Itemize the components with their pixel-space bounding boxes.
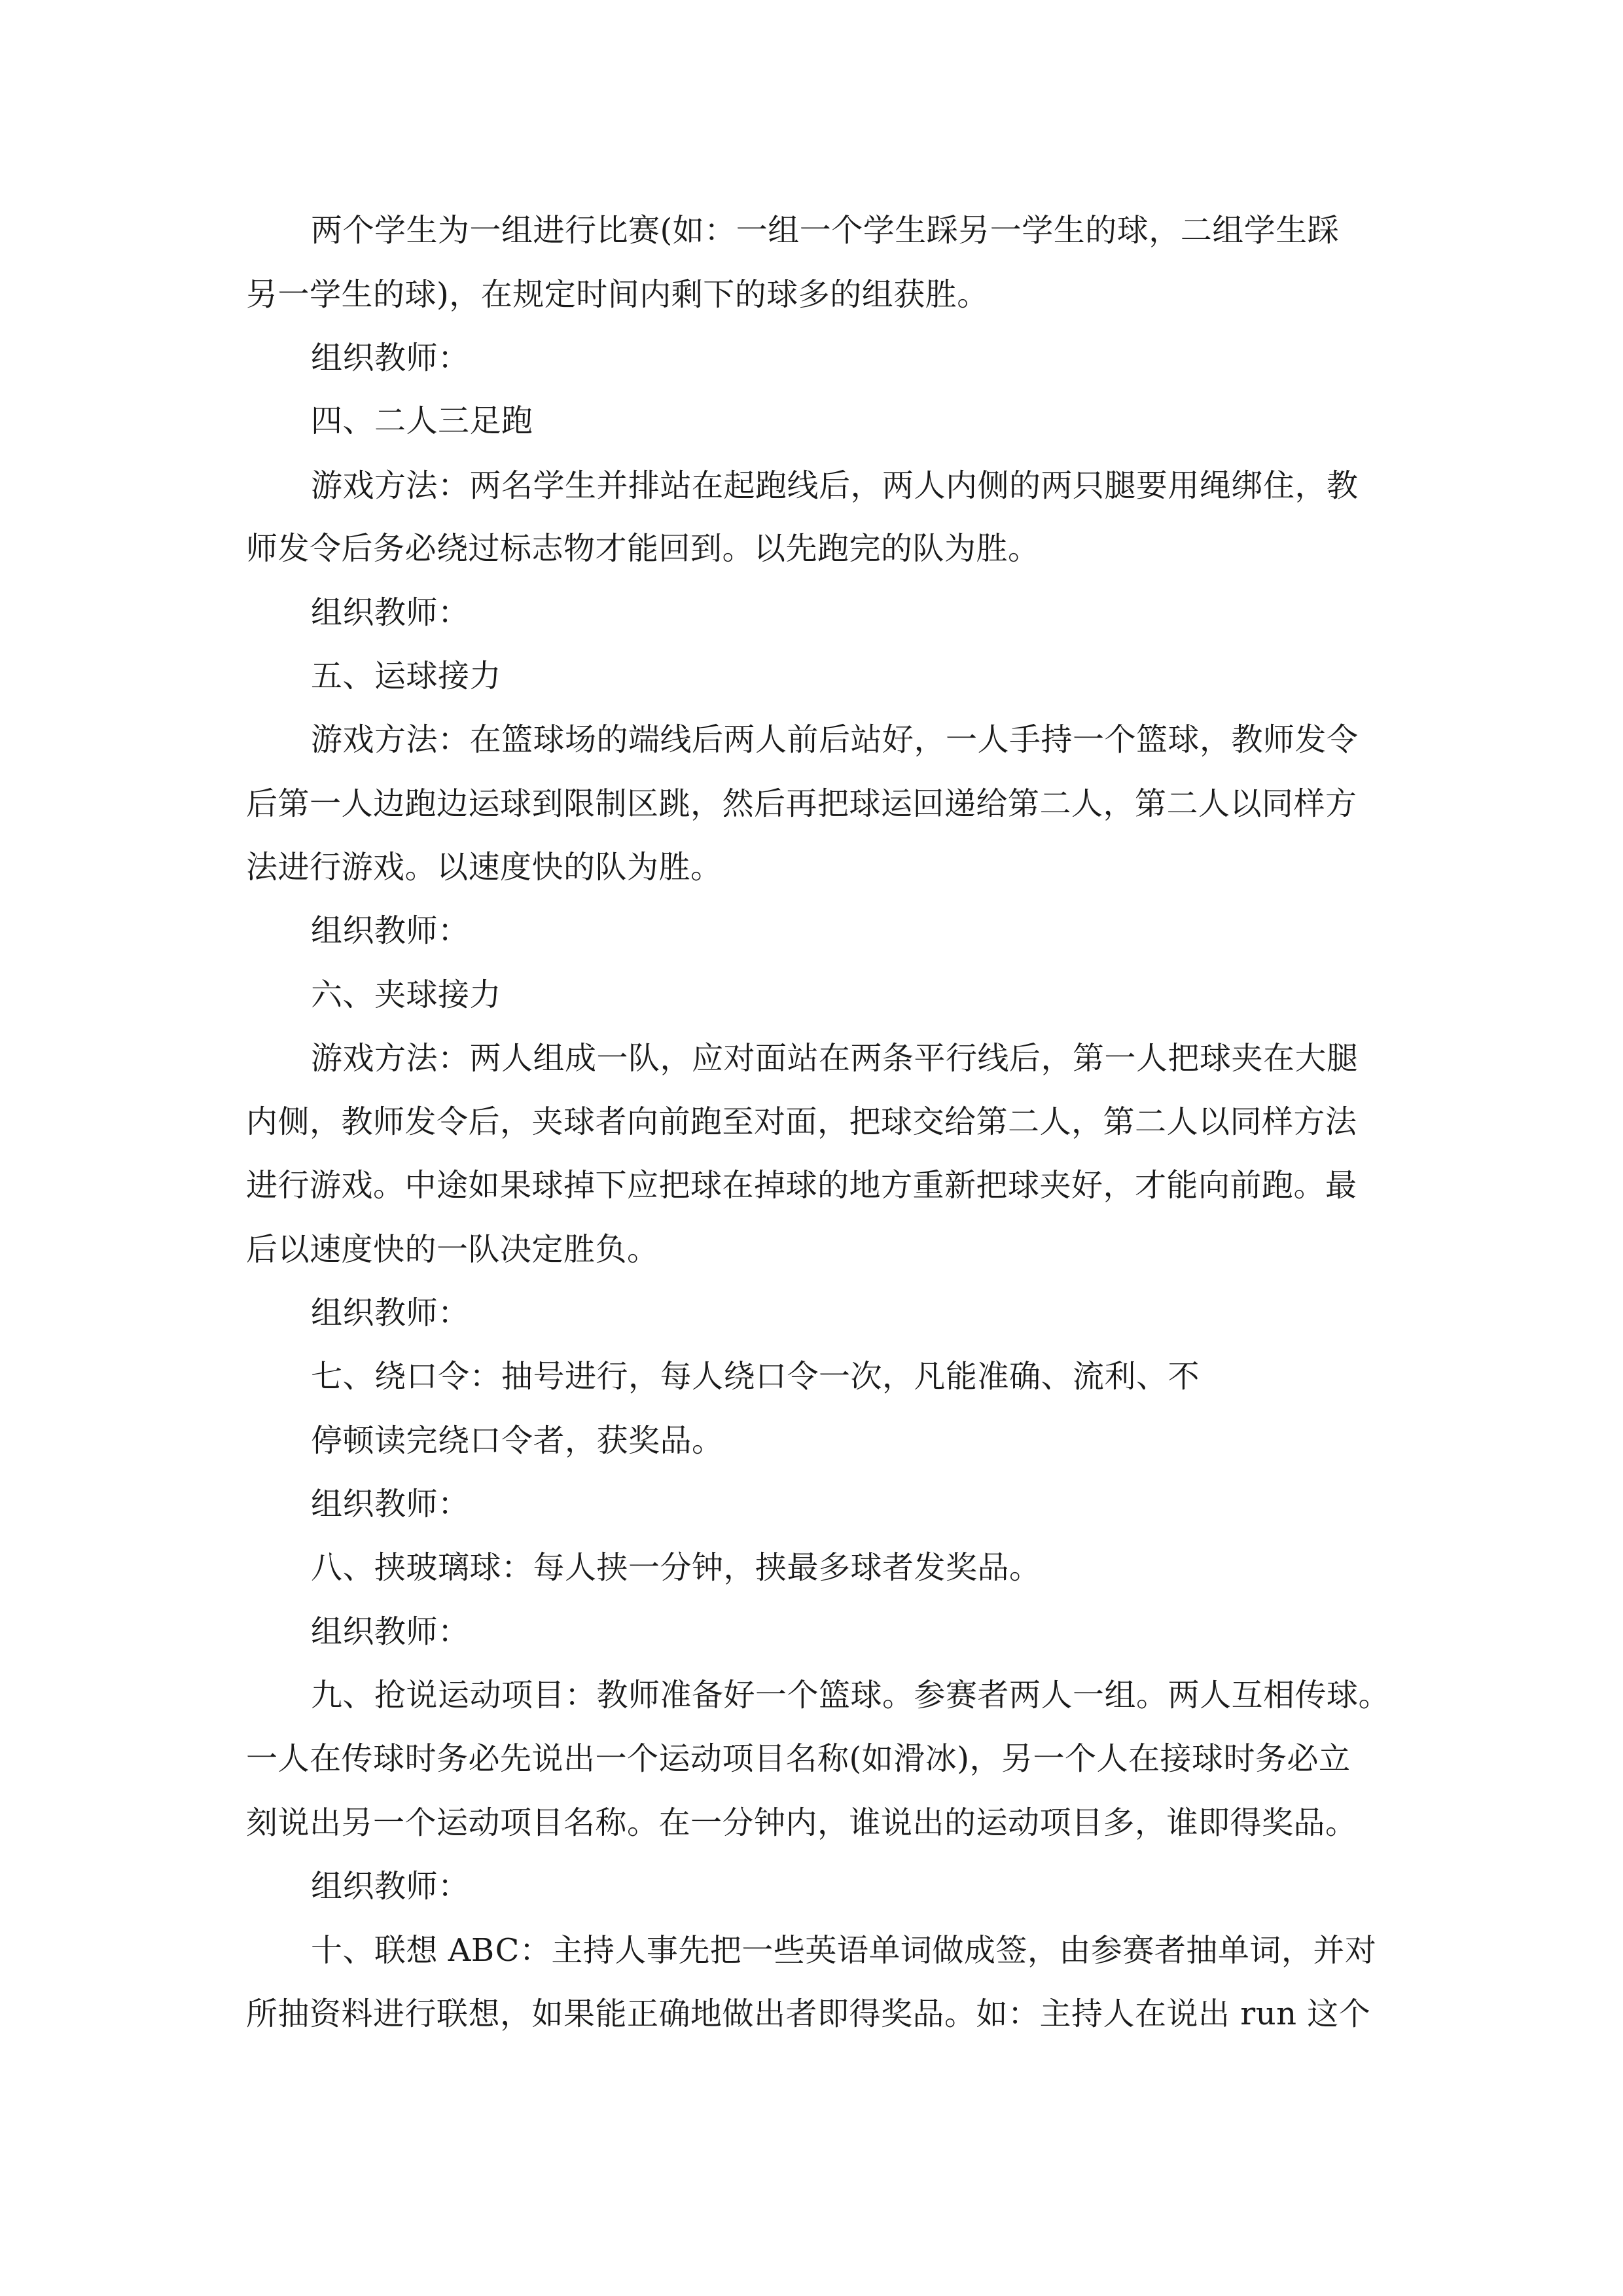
paragraph-line: 组织教师： (311, 1295, 470, 1331)
paragraph-line: 组织教师： (311, 340, 470, 376)
paragraph-line: 进行游戏。中途如果球掉下应把球在掉球的地方重新把球夹好，才能向前跑。最 (246, 1167, 1357, 1204)
paragraph-line: 游戏方法：两人组成一队，应对面站在两条平行线后，第一人把球夹在大腿 (311, 1040, 1359, 1077)
paragraph-line: 所抽资料进行联想，如果能正确地做出者即得奖品。如：主持人在说出 run 这个 (246, 1996, 1371, 2032)
paragraph-line: 内侧，教师发令后，夹球者向前跑至对面，把球交给第二人，第二人以同样方法 (246, 1103, 1357, 1140)
paragraph-line: 组织教师： (311, 1868, 470, 1905)
paragraph-line: 组织教师： (311, 912, 470, 949)
paragraph-line: 一人在传球时务必先说出一个运动项目名称(如滑冰)，另一个人在接球时务必立 (246, 1740, 1351, 1777)
paragraph-line: 后第一人边跑边运球到限制区跳，然后再把球运回递给第二人，第二人以同样方 (246, 785, 1357, 822)
paragraph-line: 游戏方法：两名学生并排站在起跑线后，两人内侧的两只腿要用绳绑住，教 (311, 467, 1359, 504)
paragraph-line: 七、绕口令：抽号进行，每人绕口令一次，凡能准确、流利、不 (311, 1358, 1200, 1395)
paragraph-line: 停顿读完绕口令者，获奖品。 (311, 1422, 724, 1459)
section-heading: 六、夹球接力 (311, 977, 502, 1013)
paragraph-line: 组织教师： (311, 594, 470, 631)
paragraph-line: 后以速度快的一队决定胜负。 (246, 1231, 659, 1268)
paragraph-line: 法进行游戏。以速度快的队为胜。 (246, 849, 722, 886)
paragraph-line: 刻说出另一个运动项目名称。在一分钟内，谁说出的运动项目多，谁即得奖品。 (246, 1804, 1357, 1841)
paragraph-line: 八、挟玻璃球：每人挟一分钟，挟最多球者发奖品。 (311, 1549, 1041, 1586)
paragraph-line: 组织教师： (311, 1613, 470, 1650)
paragraph-line: 组织教师： (311, 1486, 470, 1522)
section-heading: 四、二人三足跑 (311, 403, 533, 439)
paragraph-line: 另一学生的球)，在规定时间内剩下的球多的组获胜。 (246, 276, 989, 313)
paragraph-line: 两个学生为一组进行比赛(如：一组一个学生踩另一学生的球，二组学生踩 (311, 212, 1340, 249)
paragraph-line: 师发令后务必绕过标志物才能回到。以先跑完的队为胜。 (246, 530, 1040, 567)
section-heading: 五、运球接力 (311, 658, 502, 694)
paragraph-line: 十、联想 ABC：主持人事先把一些英语单词做成签，由参赛者抽单词，并对 (311, 1932, 1377, 1969)
paragraph-line: 游戏方法：在篮球场的端线后两人前后站好，一人手持一个篮球，教师发令 (311, 721, 1359, 758)
paragraph-line: 九、抢说运动项目：教师准备好一个篮球。参赛者两人一组。两人互相传球。 (311, 1677, 1391, 1713)
